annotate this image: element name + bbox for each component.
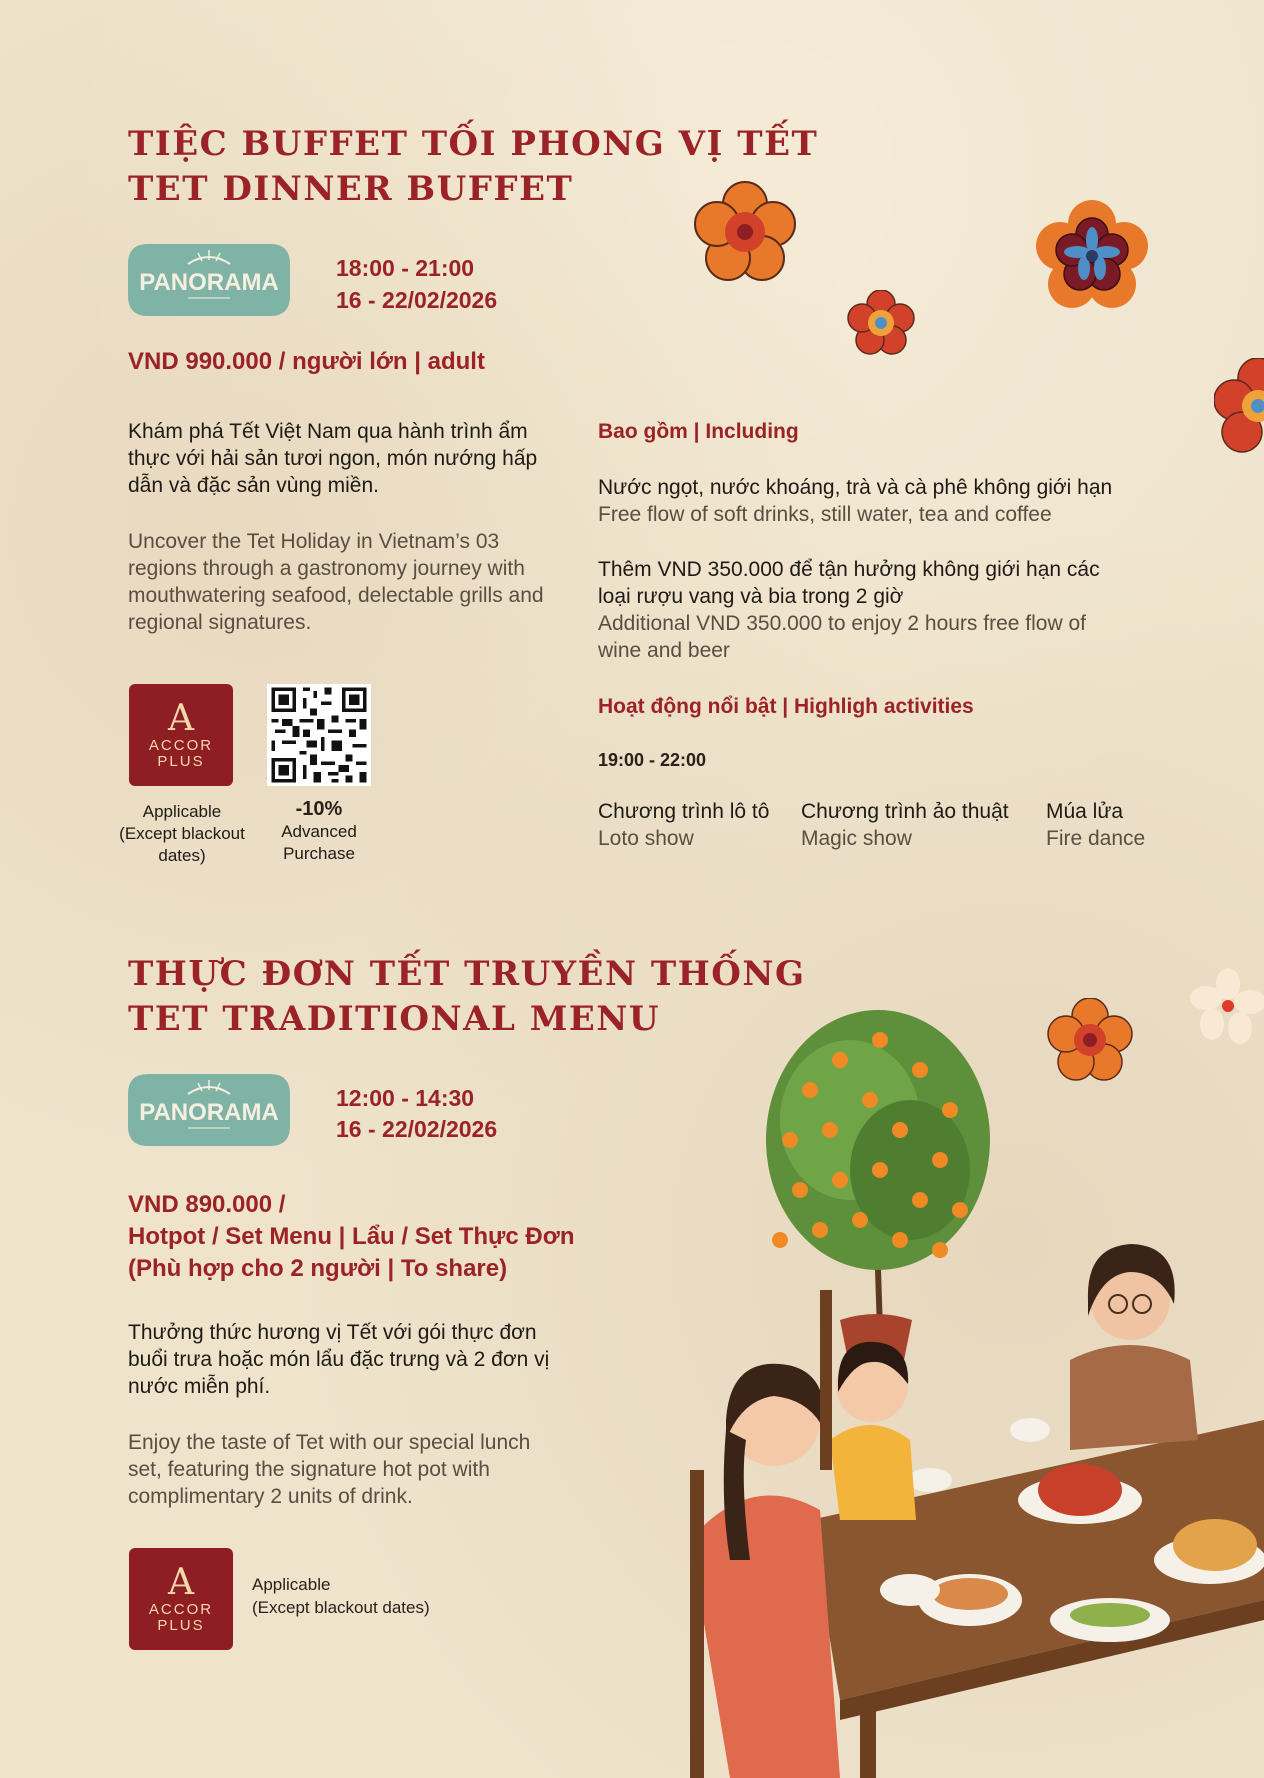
- discount-label: Advanced Purchase: [281, 822, 357, 863]
- activities-time: 19:00 - 22:00: [598, 750, 707, 770]
- accor-label-line2: (Except blackout dates): [252, 1598, 430, 1617]
- inc2-en: Additional VND 350.000 to enjoy 2 hours free flow of wine and beer: [598, 612, 1086, 662]
- flower-icon: [1032, 200, 1152, 314]
- activity-vi: Chương trình lô tô: [598, 800, 770, 823]
- flower-icon: [1214, 358, 1264, 454]
- accor-label-line1: Applicable: [252, 1575, 331, 1594]
- accor-logo-line1: ACCOR: [148, 737, 214, 754]
- accor-logo-letter: A: [168, 698, 194, 739]
- buffet-time: 18:00 - 21:00: [336, 255, 475, 281]
- buffet-price: VND 990.000 / người lớn | adult: [128, 348, 485, 375]
- svg-text:PANORAMA: PANORAMA: [139, 1099, 279, 1126]
- activity-item: [598, 798, 769, 852]
- inc1-en: Free flow of soft drinks, still water, tea and coffee: [598, 503, 1052, 526]
- activities-heading: Hoạt động nổi bật | Highligh activities: [598, 695, 974, 718]
- buffet-title-vi: TIỆC BUFFET TỐI PHONG VỊ TẾT: [128, 124, 819, 164]
- qr-code-icon[interactable]: [267, 684, 371, 786]
- menu-price-line3: (Phù hợp cho 2 người | To share): [128, 1255, 508, 1282]
- activity-item: [801, 798, 1009, 852]
- menu-price-line1: VND 890.000 /: [128, 1191, 286, 1218]
- accor-logo-line2: PLUS: [157, 1617, 205, 1634]
- accor-applicable-label: Applicable (Except blackout dates): [119, 802, 245, 865]
- activity-vi: Chương trình ảo thuật: [801, 800, 1009, 823]
- activity-en: Fire dance: [1046, 827, 1146, 850]
- menu-dates: 16 - 22/02/2026: [336, 1116, 498, 1142]
- activity-en: Magic show: [801, 827, 912, 850]
- activity-en: Loto show: [598, 827, 694, 850]
- discount-value: -10%: [295, 798, 343, 820]
- buffet-desc-en: Uncover the Tet Holiday in Vietnam’s 03 regions through a gastronomy journey with mouthwatering seafood, delectable grills and regional signatures.: [128, 530, 544, 634]
- panorama-logo: [128, 240, 290, 320]
- inc2-vi: Thêm VND 350.000 để tận hưởng không giới hạn các loại rượu vang và bia trong 2 giờ: [598, 558, 1100, 608]
- family-dinner-illustration: [690, 1000, 1264, 1778]
- menu-desc-en: Enjoy the taste of Tet with our special lunch set, featuring the signature hot pot with complimentary 2 units of drink.: [128, 1431, 531, 1508]
- menu-time: 12:00 - 14:30: [336, 1085, 475, 1111]
- activity-vi: Múa lửa: [1046, 800, 1124, 823]
- accor-logo-letter: A: [168, 1562, 194, 1603]
- buffet-title-en: TET DINNER BUFFET: [128, 169, 574, 209]
- svg-text:PANORAMA: PANORAMA: [139, 269, 279, 296]
- menu-desc-vi: Thưởng thức hương vị Tết với gói thực đơn buổi trưa hoặc món lẩu đặc trưng và 2 đơn vị nước miễn phí.: [128, 1321, 550, 1398]
- accor-logo-line1: ACCOR: [148, 1601, 214, 1618]
- activity-item: [1046, 798, 1145, 852]
- accor-plus-logo: [129, 684, 233, 786]
- menu-title-vi: THỰC ĐƠN TẾT TRUYỀN THỐNG: [128, 954, 806, 994]
- accor-applicable-label: [252, 1573, 430, 1619]
- menu-title-en: TET TRADITIONAL MENU: [128, 999, 660, 1039]
- accor-logo-line2: PLUS: [157, 753, 205, 770]
- including-heading: Bao gồm | Including: [598, 420, 799, 443]
- accor-plus-logo: [129, 1548, 233, 1650]
- flower-icon: [690, 180, 800, 286]
- buffet-desc-vi: Khám phá Tết Việt Nam qua hành trình ẩm thực với hải sản tươi ngon, món nướng hấp dẫn và đặc sản vùng miền.: [128, 420, 538, 497]
- menu-price-line2: Hotpot / Set Menu | Lẩu / Set Thực Đơn: [128, 1223, 575, 1250]
- flower-icon: [846, 290, 916, 356]
- panorama-logo: [128, 1070, 290, 1150]
- buffet-dates: 16 - 22/02/2026: [336, 287, 498, 313]
- inc1-vi: Nước ngọt, nước khoáng, trà và cà phê không giới hạn: [598, 476, 1113, 499]
